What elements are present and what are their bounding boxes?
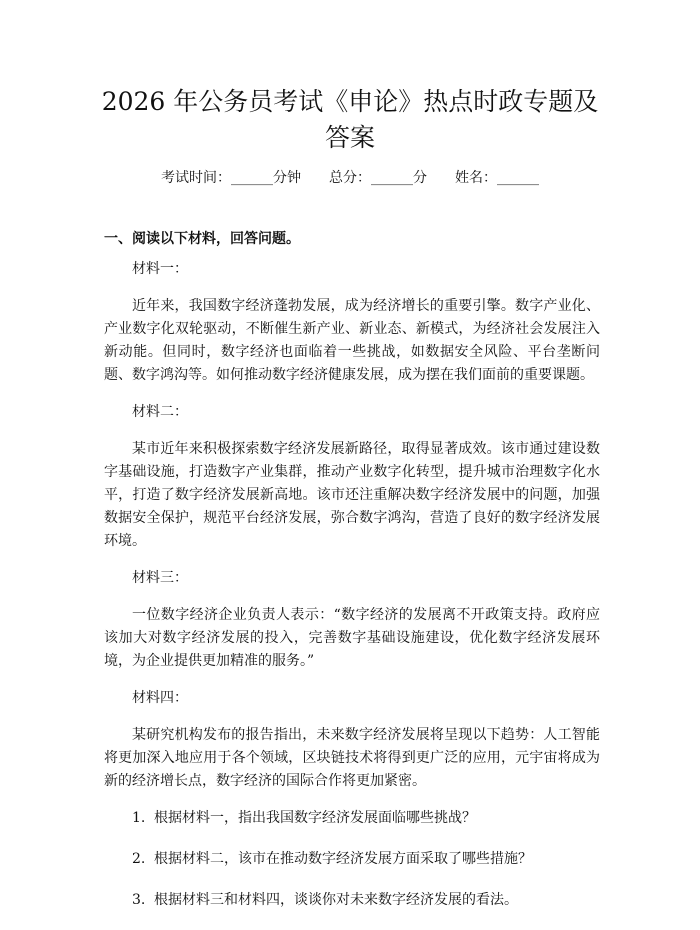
exam-info-line xyxy=(0,168,700,188)
material-paragraph: 近年来，我国数字经济蓬勃发展，成为经济增长的重要引擎。数字产业化、产业数字化双轮驱动，不断催生新产业、新业态、新模式，为经济社会发展注入新动能。但同时，数字经济也面临着一些挑战，如数据安全风险、平台垄断问题、数字鸿沟等。如何推动数字经济健康发展，成为摆在我们面前的重要课题。 xyxy=(104,298,600,383)
material-label: 材料一： xyxy=(132,261,188,277)
materials-body xyxy=(104,258,600,930)
total-score-label: 总分： xyxy=(329,170,371,186)
total-score-unit: 分 xyxy=(413,170,427,186)
question-number: 1. xyxy=(132,810,146,826)
exam-time-label: 考试时间： xyxy=(161,170,231,186)
question-item xyxy=(104,807,600,830)
name-label: 姓名： xyxy=(455,170,497,186)
material-paragraph: 某研究机构发布的报告指出，未来数字经济发展将呈现以下趋势：人工智能将更加深入地应用于各个领域，区块链技术将得到更广泛的应用，元宇宙将成为新的经济增长点，数字经济的国际合作将更加紧密。 xyxy=(104,727,600,789)
total-score-blank: ______ xyxy=(371,170,413,186)
question-number: 2. xyxy=(132,851,146,867)
page-title: 2026 年公务员考试《申论》热点时政专题及答案 xyxy=(101,87,599,152)
question-item xyxy=(104,889,600,912)
material-paragraph: 一位数字经济企业负责人表示：“数字经济的发展离不开政策支持。政府应该加大对数字经济发展的投入，完善数字基础设施建设，优化数字经济发展环境，为企业提供更加精准的服务。” xyxy=(104,607,600,669)
material-label: 材料四： xyxy=(132,690,188,706)
material-label: 材料三： xyxy=(132,570,188,586)
exam-time-unit: 分钟 xyxy=(273,170,301,186)
name-blank: ______ xyxy=(497,170,539,186)
question-text: 根据材料三和材料四，谈谈你对未来数字经济发展的看法。 xyxy=(154,892,518,908)
material-label: 材料二： xyxy=(132,404,188,420)
question-item xyxy=(104,848,600,871)
name-field xyxy=(455,168,539,188)
section-heading: 一、阅读以下材料，回答问题。 xyxy=(104,231,300,247)
total-score-field xyxy=(329,168,427,188)
material-paragraph: 某市近年来积极探索数字经济发展新路径，取得显著成效。该市通过建设数字基础设施，打造数字产业集群，推动产业数字化转型，提升城市治理数字化水平，打造了数字经济发展新高地。该市还注重解决数字经济发展中的问题，加强数据安全保护，规范平台经济发展，弥合数字鸿沟，营造了良好的数字经济发展环境。 xyxy=(104,441,600,549)
exam-time-field xyxy=(161,168,301,188)
exam-time-blank: ______ xyxy=(231,170,273,186)
question-text: 根据材料一，指出我国数字经济发展面临哪些挑战？ xyxy=(154,810,476,826)
question-text: 根据材料二，该市在推动数字经济发展方面采取了哪些措施？ xyxy=(154,851,532,867)
question-number: 3. xyxy=(132,892,146,908)
